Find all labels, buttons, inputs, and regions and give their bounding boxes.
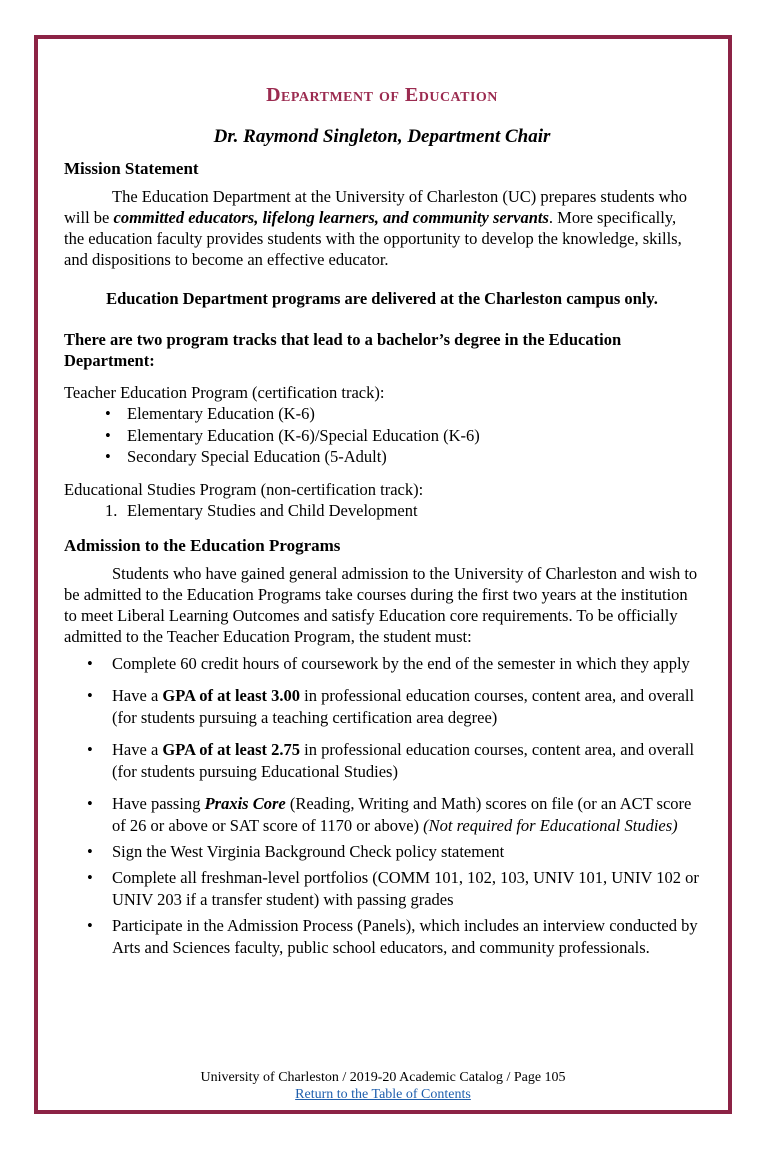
- studies-program-heading: Educational Studies Program (non-certification track):: [64, 479, 424, 499]
- bullet-marker: •: [87, 740, 93, 759]
- gpa275-post: in professional education courses, content area, and overall (for students pursuing Educational Studies): [112, 740, 695, 781]
- department-chair-line: Dr. Raymond Singleton, Department Chair: [213, 126, 551, 147]
- list-item: [87, 867, 700, 911]
- list-item-label: Elementary Education (K-6)/Special Education (K-6): [127, 425, 480, 445]
- mission-text-end: . More specifically, the education faculty provides students with the opportunity to develop the knowledge, skills, and dispositions to become an effective educator.: [64, 208, 682, 269]
- mission-text-start: The Education Department at the University of Charleston (UC) prepares students who will be: [64, 187, 688, 227]
- bullet-marker: •: [87, 916, 93, 935]
- list-item-label: Participate in the Admission Process (Panels), which includes an interview conducted by Arts and Sciences faculty, public school educators, and community professionals.: [112, 916, 698, 957]
- praxis-name: Praxis Core: [204, 794, 286, 813]
- list-item: [87, 685, 700, 729]
- list-item-label: [112, 685, 700, 729]
- bullet-marker: •: [87, 842, 93, 861]
- gpa275-bold: GPA of at least 2.75: [162, 740, 301, 759]
- bullet-marker: •: [87, 654, 93, 673]
- page-border-frame: [34, 35, 732, 1114]
- list-item: [87, 739, 700, 783]
- studies-program-list: [64, 500, 700, 522]
- list-item: [87, 793, 700, 837]
- mission-paragraph: [64, 186, 700, 270]
- teacher-program-heading: Teacher Education Program (certification track):: [64, 383, 385, 402]
- list-item: [105, 403, 700, 425]
- list-item-label: Complete all freshman-level portfolios (COMM 101, 102, 103, UNIV 101, UNIV 102 or UNIV 203 if a transfer student) with passing grades: [112, 868, 699, 909]
- list-item-label: Elementary Education (K-6): [127, 404, 315, 423]
- list-item: [87, 841, 700, 863]
- teacher-program-list: [64, 403, 700, 468]
- bullet-marker: •: [87, 794, 93, 813]
- admission-heading: Admission to the Education Programs: [64, 536, 341, 555]
- bullet-marker: •: [87, 686, 93, 705]
- gpa275-pre: Have a: [112, 740, 163, 759]
- two-tracks-statement: There are two program tracks that lead to a bachelor’s degree in the Education Department:: [64, 330, 622, 370]
- admission-intro-paragraph: Students who have gained general admission to the University of Charleston and wish to be admitted to the Education Programs take courses during the first two years at the institution to meet Liberal Learning Outcomes and satisfy Education core requirements. To be officially admitted to the Teacher Education Program, the student must:: [64, 564, 698, 646]
- gpa3-post: in professional education courses, content area, and overall (for students pursuing a teaching certification area degree): [112, 686, 695, 727]
- page-footer: [38, 1069, 728, 1103]
- number-marker: 1.: [105, 500, 118, 520]
- list-item-label: [112, 793, 700, 837]
- admission-requirements-list: [64, 653, 700, 959]
- list-item: [105, 500, 700, 522]
- gpa3-pre: Have a: [112, 686, 163, 705]
- praxis-pre: Have passing: [112, 794, 205, 813]
- list-item-label: Secondary Special Education (5-Adult): [127, 447, 387, 466]
- list-item: [87, 653, 700, 675]
- list-item: [87, 915, 700, 959]
- page-title: Department of Education: [266, 84, 498, 106]
- bullet-marker: •: [105, 447, 111, 466]
- catalog-page-line: University of Charleston / 2019-20 Academic Catalog / Page 105: [200, 1070, 566, 1085]
- campus-only-notice: Education Department programs are delivered at the Charleston campus only.: [106, 289, 658, 308]
- list-item-label: Elementary Studies and Child Development: [127, 500, 418, 520]
- list-item: [105, 425, 700, 447]
- list-item-label: Complete 60 credit hours of coursework by the end of the semester in which they apply: [112, 654, 690, 673]
- mission-text-emphasis: committed educators, lifelong learners, and community servants: [113, 208, 549, 227]
- page-content: [64, 39, 700, 959]
- list-item: [105, 446, 700, 468]
- list-item-label: Sign the West Virginia Background Check policy statement: [112, 842, 505, 861]
- praxis-mid: (Reading, Writing and Math) scores on file (or an ACT score of 26 or above or SAT score of 1170 or above): [112, 794, 692, 835]
- bullet-marker: •: [105, 425, 111, 445]
- gpa3-bold: GPA of at least 3.00: [162, 686, 301, 705]
- bullet-marker: •: [105, 404, 111, 423]
- praxis-note: (Not required for Educational Studies): [423, 816, 678, 835]
- return-to-toc-link[interactable]: Return to the Table of Contents: [295, 1087, 471, 1102]
- bullet-marker: •: [87, 868, 93, 887]
- list-item-label: [112, 739, 700, 783]
- mission-statement-heading: Mission Statement: [64, 159, 199, 178]
